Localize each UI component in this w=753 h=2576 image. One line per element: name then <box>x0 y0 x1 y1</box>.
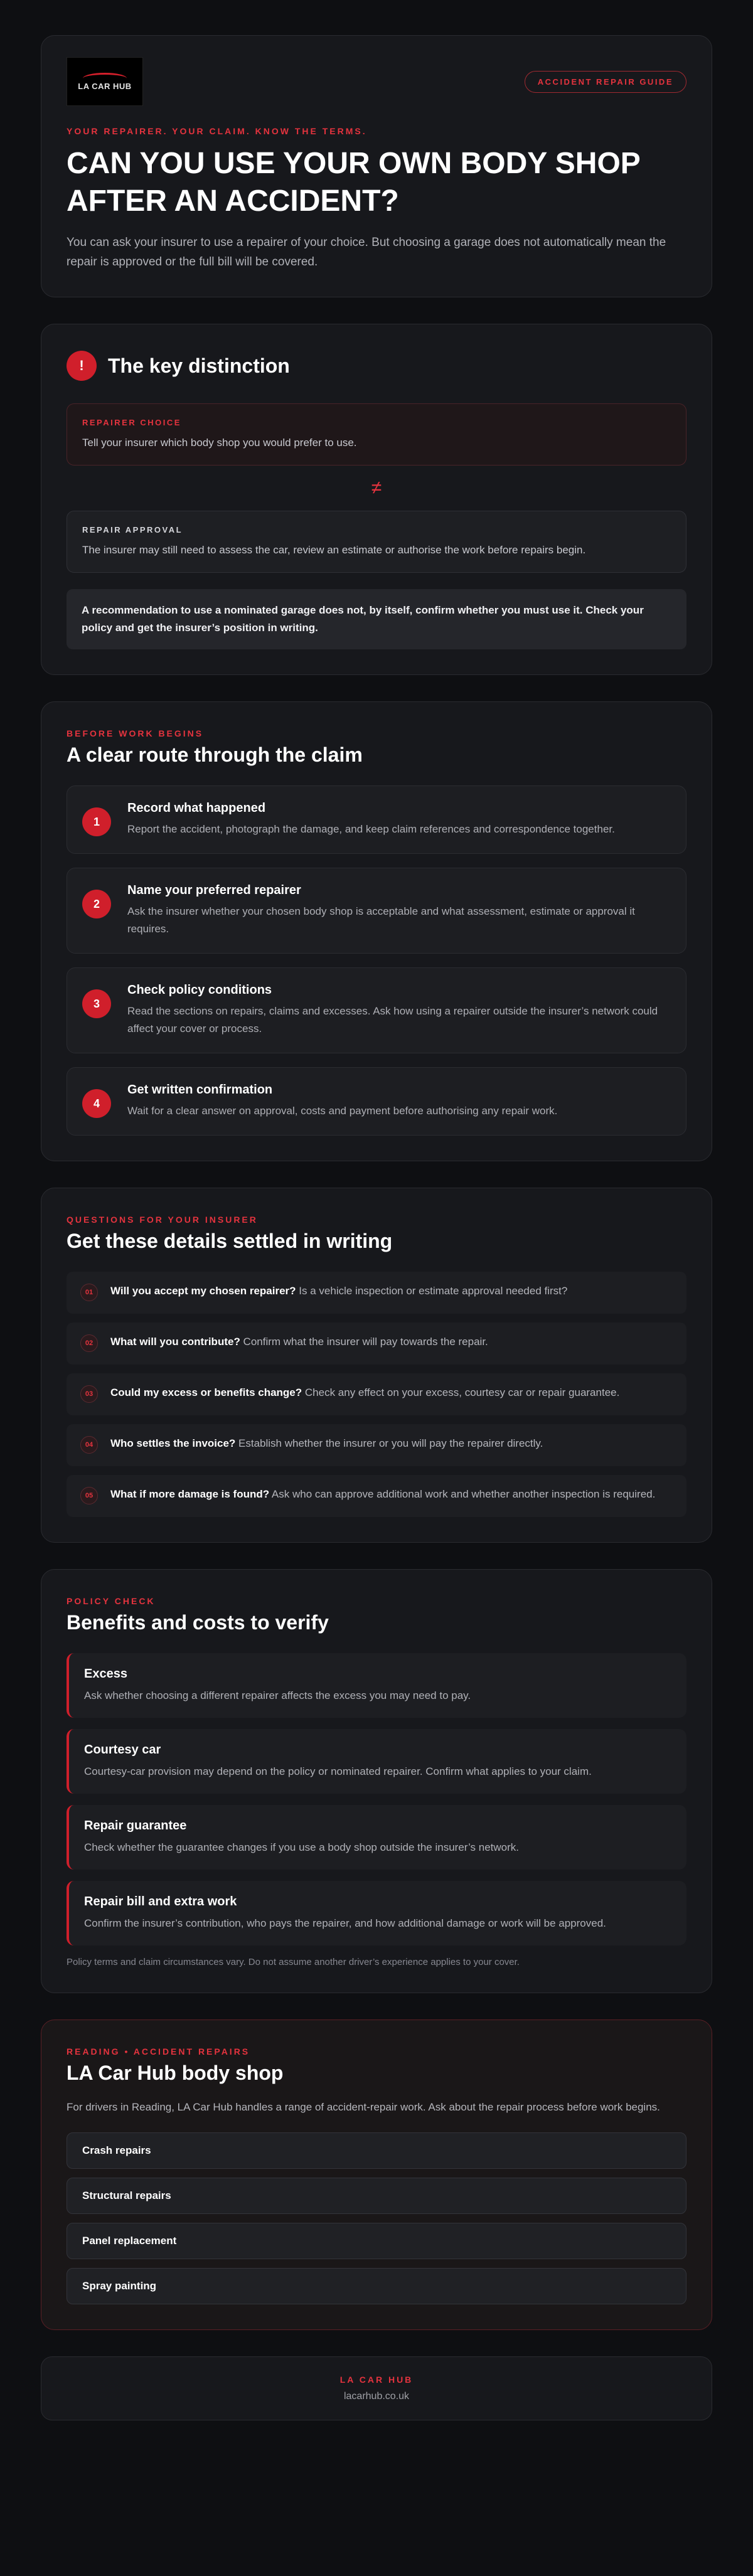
questions-eyebrow: QUESTIONS FOR YOUR INSURER <box>67 1215 258 1225</box>
benefit-item <box>67 1881 686 1945</box>
question-number: 05 <box>80 1487 98 1504</box>
question-detail: Establish whether the insurer or you will pay the repairer directly. <box>235 1437 543 1449</box>
question-number: 04 <box>80 1436 98 1454</box>
question-detail: Ask who can approve additional work and whether another inspection is required. <box>269 1488 656 1500</box>
step-text: Wait for a clear answer on approval, costs and payment before authorising any repair work. <box>127 1105 558 1117</box>
footer-link[interactable]: lacarhub.co.uk <box>343 2391 410 2402</box>
policy-eyebrow: POLICY CHECK <box>67 1596 156 1606</box>
logo[interactable] <box>67 57 143 106</box>
footer <box>41 2356 712 2420</box>
step-number: 4 <box>82 1089 111 1118</box>
benefit-item <box>67 1729 686 1794</box>
policy-disclaimer: Policy terms and claim circumstances vary. Do not assume another driver’s experience applies to your cover. <box>67 1957 520 1967</box>
question-item <box>67 1424 686 1466</box>
benefit-text: Ask whether choosing a different repairer affects the excess you may need to pay. <box>84 1690 471 1701</box>
route-title: A clear route through the claim <box>67 743 363 766</box>
question-detail: Check any effect on your excess, courtesy car or repair guarantee. <box>302 1386 620 1398</box>
route-eyebrow: BEFORE WORK BEGINS <box>67 728 204 738</box>
benefit-item <box>67 1653 686 1718</box>
question-text: Will you accept my chosen repairer? <box>110 1285 296 1297</box>
hero-card <box>41 35 712 297</box>
benefit-title: Excess <box>84 1667 127 1681</box>
step-title: Record what happened <box>127 801 266 815</box>
step-item <box>67 967 686 1053</box>
repair-approval-label: REPAIR APPROVAL <box>82 525 183 535</box>
distinction-title: The key distinction <box>108 354 290 377</box>
question-item <box>67 1272 686 1314</box>
step-item <box>67 868 686 954</box>
alert-icon: ! <box>67 351 97 381</box>
question-number: 03 <box>80 1385 98 1403</box>
step-title: Check policy conditions <box>127 983 272 997</box>
repairer-choice-text: Tell your insurer which body shop you would prefer to use. <box>82 437 357 449</box>
hero-eyebrow: YOUR REPAIRER. YOUR CLAIM. KNOW THE TERMS. <box>67 126 367 136</box>
distinction-note: A recommendation to use a nominated garage does not, by itself, confirm whether you must use it. Check your policy and get the insurer’s position in writing. <box>67 589 686 649</box>
distinction-header <box>67 351 686 381</box>
questions-title: Get these details settled in writing <box>67 1230 393 1252</box>
repairer-choice-box <box>67 403 686 466</box>
benefit-text: Check whether the guarantee changes if you use a body shop outside the insurer’s network. <box>84 1841 520 1853</box>
question-number: 01 <box>80 1284 98 1301</box>
service-item: Structural repairs <box>67 2178 686 2214</box>
step-title: Get written confirmation <box>127 1083 273 1097</box>
policy-title: Benefits and costs to verify <box>67 1611 329 1634</box>
policy-card <box>41 1569 712 1993</box>
benefit-text: Courtesy-car provision may depend on the policy or nominated repairer. Confirm what applies to your claim. <box>84 1765 592 1777</box>
question-text: What if more damage is found? <box>110 1488 270 1500</box>
step-item <box>67 1067 686 1136</box>
question-item <box>67 1373 686 1415</box>
question-text: Who settles the invoice? <box>110 1437 236 1449</box>
service-item: Panel replacement <box>67 2223 686 2259</box>
question-detail: Confirm what the insurer will pay towards the repair. <box>240 1336 488 1348</box>
steps-list <box>67 785 686 1136</box>
benefits-list <box>67 1653 686 1945</box>
hero-intro: You can ask your insurer to use a repairer of your choice. But choosing a garage does not automatically mean the repair is approved or the full bill will be covered. <box>67 236 666 269</box>
logo-text: LA CAR HUB <box>78 81 132 91</box>
benefit-item <box>67 1805 686 1870</box>
route-card <box>41 701 712 1161</box>
not-equal-icon: ≠ <box>371 477 382 498</box>
distinction-card <box>41 324 712 675</box>
shop-title: LA Car Hub body shop <box>67 2062 284 2084</box>
benefit-title: Repair guarantee <box>84 1819 187 1833</box>
questions-card <box>41 1188 712 1543</box>
footer-brand: LA CAR HUB <box>339 2375 414 2385</box>
service-item: Spray painting <box>67 2268 686 2304</box>
service-item: Crash repairs <box>67 2132 686 2169</box>
question-detail: Is a vehicle inspection or estimate approval needed first? <box>296 1285 568 1297</box>
benefit-title: Courtesy car <box>84 1743 161 1757</box>
shop-eyebrow: READING • ACCIDENT REPAIRS <box>67 2046 250 2057</box>
repair-approval-box <box>67 511 686 573</box>
step-number: 3 <box>82 989 111 1018</box>
step-text: Report the accident, photograph the damage, and keep claim references and correspondence together. <box>127 823 615 835</box>
page <box>41 35 712 2420</box>
services-list <box>67 2132 686 2304</box>
page-title: CAN YOU USE YOUR OWN BODY SHOP AFTER AN ACCIDENT? <box>67 147 640 218</box>
shop-text: For drivers in Reading, LA Car Hub handles a range of accident-repair work. Ask about the repair process before work begins. <box>67 2101 660 2113</box>
step-number: 2 <box>82 890 111 918</box>
benefit-title: Repair bill and extra work <box>84 1895 237 1908</box>
questions-list <box>67 1272 686 1517</box>
guide-badge: ACCIDENT REPAIR GUIDE <box>525 71 686 93</box>
question-item <box>67 1323 686 1365</box>
benefit-text: Confirm the insurer’s contribution, who pays the repairer, and how additional damage or work will be approved. <box>84 1917 606 1929</box>
hero-top <box>67 57 686 106</box>
step-text: Read the sections on repairs, claims and excesses. Ask how using a repairer outside the insurer’s network could affect your cover or process. <box>127 1005 658 1035</box>
question-text: Could my excess or benefits change? <box>110 1386 302 1398</box>
step-title: Name your preferred repairer <box>127 883 301 897</box>
question-text: What will you contribute? <box>110 1336 240 1348</box>
question-number: 02 <box>80 1334 98 1352</box>
shop-card <box>41 2020 712 2330</box>
step-text: Ask the insurer whether your chosen body shop is acceptable and what assessment, estimate or approval it requires. <box>127 905 635 935</box>
step-number: 1 <box>82 807 111 836</box>
repairer-choice-label: REPAIRER CHOICE <box>82 418 181 427</box>
repair-approval-text: The insurer may still need to assess the car, review an estimate or authorise the work before repairs begin. <box>82 544 586 556</box>
question-item <box>67 1475 686 1517</box>
step-item <box>67 785 686 854</box>
